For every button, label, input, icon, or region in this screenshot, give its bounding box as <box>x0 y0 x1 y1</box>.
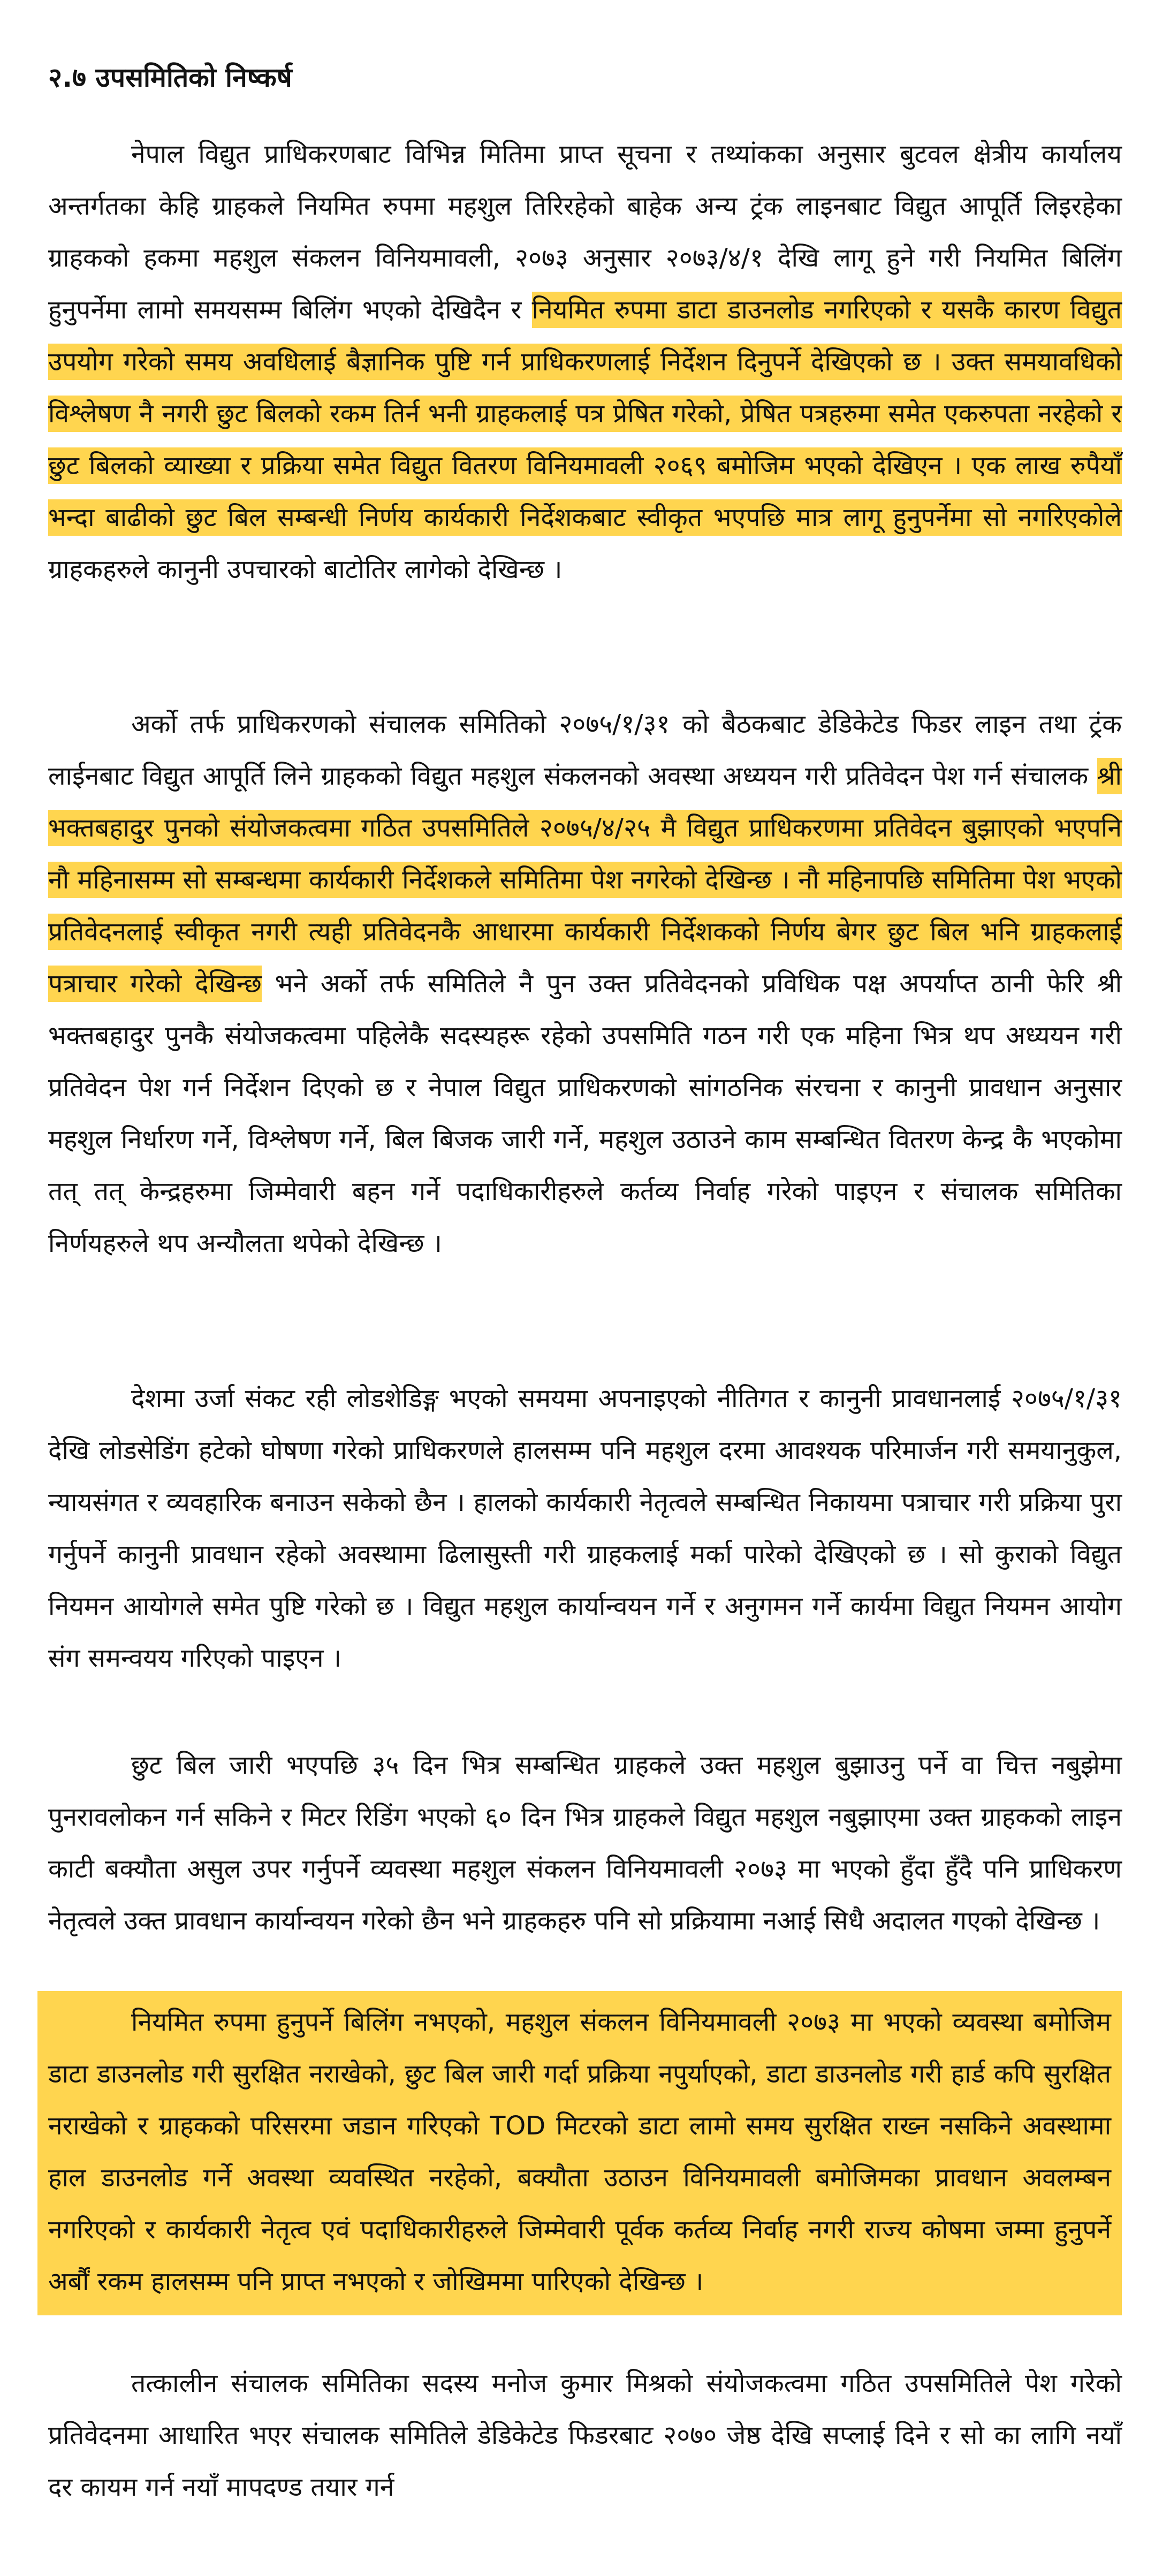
paragraph-text: ग्राहकहरुले कानुनी उपचारको बाटोतिर लागेको देखिन्छ । <box>48 554 563 584</box>
paragraph-subcommittee <box>48 698 1122 1270</box>
paragraph-conclusion-highlight: नियमित रुपमा हुनुपर्ने बिलिंग नभएको, महशुल संकलन विनियमावली २०७३ मा भएको व्यवस्था बमोजिम डाटा डाउनलोड गरी सुरक्षित नराखेको, छुट बिल जारी गर्दा प्रक्रिया नपुर्याएको, डाटा डाउनलोड गरी हार्ड कपि सुरक्षित नराखेको र ग्राहकको परिसरमा जडान गरिएको TOD मिटरको डाटा लामो समय सुरक्षित राख्न नसकिने अवस्थामा हाल डाउनलोड गर्ने अवस्था व्यवस्थित नरहेको, बक्यौता उठाउन विनियमावली बमोजिमका प्रावधान अवलम्बन नगरिएको र कार्यकारी नेतृत्व एवं पदाधिकारीहरुले जिम्मेवारी पूर्वक कर्तव्य निर्वाह नगरी राज्य कोषमा जम्मा हुनुपर्ने अर्बौं रकम हालसम्म पनि प्राप्त नभएको र जोखिममा पारिएको देखिन्छ । <box>37 1991 1122 2315</box>
paragraph-tariff-revision: देशमा उर्जा संकट रही लोडशेडिङ्ग भएको समयमा अपनाइएको नीतिगत र कानुनी प्रावधानलाई २०७५/१/३१ देखि लोडसेडिंग हटेको घोषणा गरेको प्राधिकरणले हालसम्म पनि महशुल दरमा आवश्यक परिमार्जन गरी समयानुकुल, न्यायसंगत र व्यवहारिक बनाउन सकेको छैन । हालको कार्यकारी नेतृत्वले सम्बन्धित निकायमा पत्राचार गरी प्रक्रिया पुरा गर्नुपर्ने कानुनी प्रावधान रहेको अवस्थामा ढिलासुस्ती गरी ग्राहकलाई मर्का पारेको देखिएको छ । सो कुराको विद्युत नियमन आयोगले समेत पुष्टि गरेको छ । विद्युत महशुल कार्यान्वयन गर्ने र अनुगमन गर्ने कार्यमा विद्युत नियमन आयोग संग समन्वयय गरिएको पाइएन । <box>48 1384 1122 1673</box>
section-heading: २.७ उपसमितिको निष्कर्ष <box>48 62 292 93</box>
highlighted-text: नियमित रुपमा डाटा डाउनलोड नगरिएको र यसकै कारण विद्युत उपयोग गरेको समय अवधिलाई बैज्ञानिक पुष्टि गर्न प्राधिकरणलाई निर्देशन दिनुपर्ने देखिएको छ । उक्त समयावधिको विश्लेषण नै नगरी छुट बिलको रकम तिर्न भनी ग्राहकलाई पत्र प्रेषित गरेको, प्रेषित पत्रहरुमा समेत एकरुपता नरहेको र छुट बिलको व्याख्या र प्रक्रिया समेत विद्युत वितरण विनियमावली २०६९ बमोजिम भएको देखिएन । एक लाख रुपैयाँ भन्दा बाढीको छुट बिल सम्बन्धी निर्णय कार्यकारी निर्देशकबाट स्वीकृत भएपछि मात्र लागू हुनुपर्नेमा सो नगरिएकोले <box>48 292 1122 536</box>
paragraph-billing <box>48 128 1122 596</box>
paragraph-discount-bill: छुट बिल जारी भएपछि ३५ दिन भित्र सम्बन्धित ग्राहकले उक्त महशुल बुझाउनु पर्ने वा चित्त नबुझेमा पुनरावलोकन गर्न सकिने र मिटर रिडिंग भएको ६० दिन भित्र ग्राहकले विद्युत महशुल नबुझाएमा उक्त ग्राहकको लाइन काटी बक्यौता असुल उपर गर्नुपर्ने व्यवस्था महशुल संकलन विनियमावली २०७३ मा भएको हुँदा हुँदै पनि प्राधिकरण नेतृत्वले उक्त प्रावधान कार्यान्वयन गरेको छैन भने ग्राहकहरु पनि सो प्रक्रियामा नआई सिधै अदालत गएको देखिन्छ । <box>48 1750 1122 1936</box>
paragraph-text: अर्को तर्फ प्राधिकरणको संचालक समितिको २०७५/१/३१ को बैठकबाट डेडिकेटेड फिडर लाइन तथा ट्रंक लाईनबाट विद्युत आपूर्ति लिने ग्राहकको विद्युत महशुल संकलनको अवस्था अध्ययन गरी प्रतिवेदन पेश गर्न संचालक <box>48 709 1122 791</box>
paragraph-text: भने अर्को तर्फ समितिले नै पुन उक्त प्रतिवेदनको प्रविधिक पक्ष अपर्याप्त ठानी फेरि श्री भक्तबहादुर पुनकै संयोजकत्वमा पहिलेकै सदस्यहरू रहेको उपसमिति गठन गरी एक महिना भित्र थप अध्ययन गरी प्रतिवेदन पेश गर्न निर्देशन दिएको छ र नेपाल विद्युत प्राधिकरणको सांगठनिक संरचना र कानुनी प्रावधान अनुसार महशुल निर्धारण गर्ने, विश्लेषण गर्ने, बिल बिजक जारी गर्ने, महशुल उठाउने काम सम्बन्धित वितरण केन्द्र कै भएकोमा तत् तत् केन्द्रहरुमा जिम्मेवारी बहन गर्ने पदाधिकारीहरुले कर्तव्य निर्वाह गरेको पाइएन र संचालक समितिका निर्णयहरुले थप अन्यौलता थपेको देखिन्छ । <box>48 969 1122 1258</box>
highlighted-text: श्री भक्तबहादुर पुनको संयोजकत्वमा गठित उपसमितिले २०७५/४/२५ मै विद्युत प्राधिकरणमा प्रतिवेदन बुझाएको भएपनि नौ महिनासम्म सो सम्बन्धमा कार्यकारी निर्देशकले समितिमा पेश नगरेको देखिन्छ । नौ महिनापछि समितिमा पेश भएको प्रतिवेदनलाई स्वीकृत नगरी त्यही प्रतिवेदनकै आधारमा कार्यकारी निर्देशकको निर्णय बेगर छुट बिल भनि ग्राहकलाई पत्राचार गरेको देखिन्छ <box>48 758 1122 1002</box>
paragraph-dedicated-feeder: तत्कालीन संचालक समितिका सदस्य मनोज कुमार मिश्रको संयोजकत्वमा गठित उपसमितिले पेश गरेको प्रतिवेदनमा आधारित भएर संचालक समितिले डेडिकेटेड फिडरबाट २०७० जेष्ठ देखि सप्लाई दिने र सो का लागि नयाँ दर कायम गर्न नयाँ मापदण्ड तयार गर्न <box>48 2368 1122 2502</box>
paragraph-text: नेपाल विद्युत प्राधिकरणबाट विभिन्न मितिमा प्राप्त सूचना र तथ्यांकका अनुसार बुटवल क्षेत्रीय कार्यालय अन्तर्गतका केहि ग्राहकले नियमित रुपमा महशुल तिरिरहेको बाहेक अन्य ट्रंक लाइनबाट विद्युत आपूर्ति लिइरहेका ग्राहकको हकमा महशुल संकलन विनियमावली, २०७३ अनुसार २०७३/४/१ देखि लागू हुने गरी नियमित बिलिंग हुनुपर्नेमा लामो समयसम्म बिलिंग भएको देखिदैन र <box>48 139 1122 325</box>
